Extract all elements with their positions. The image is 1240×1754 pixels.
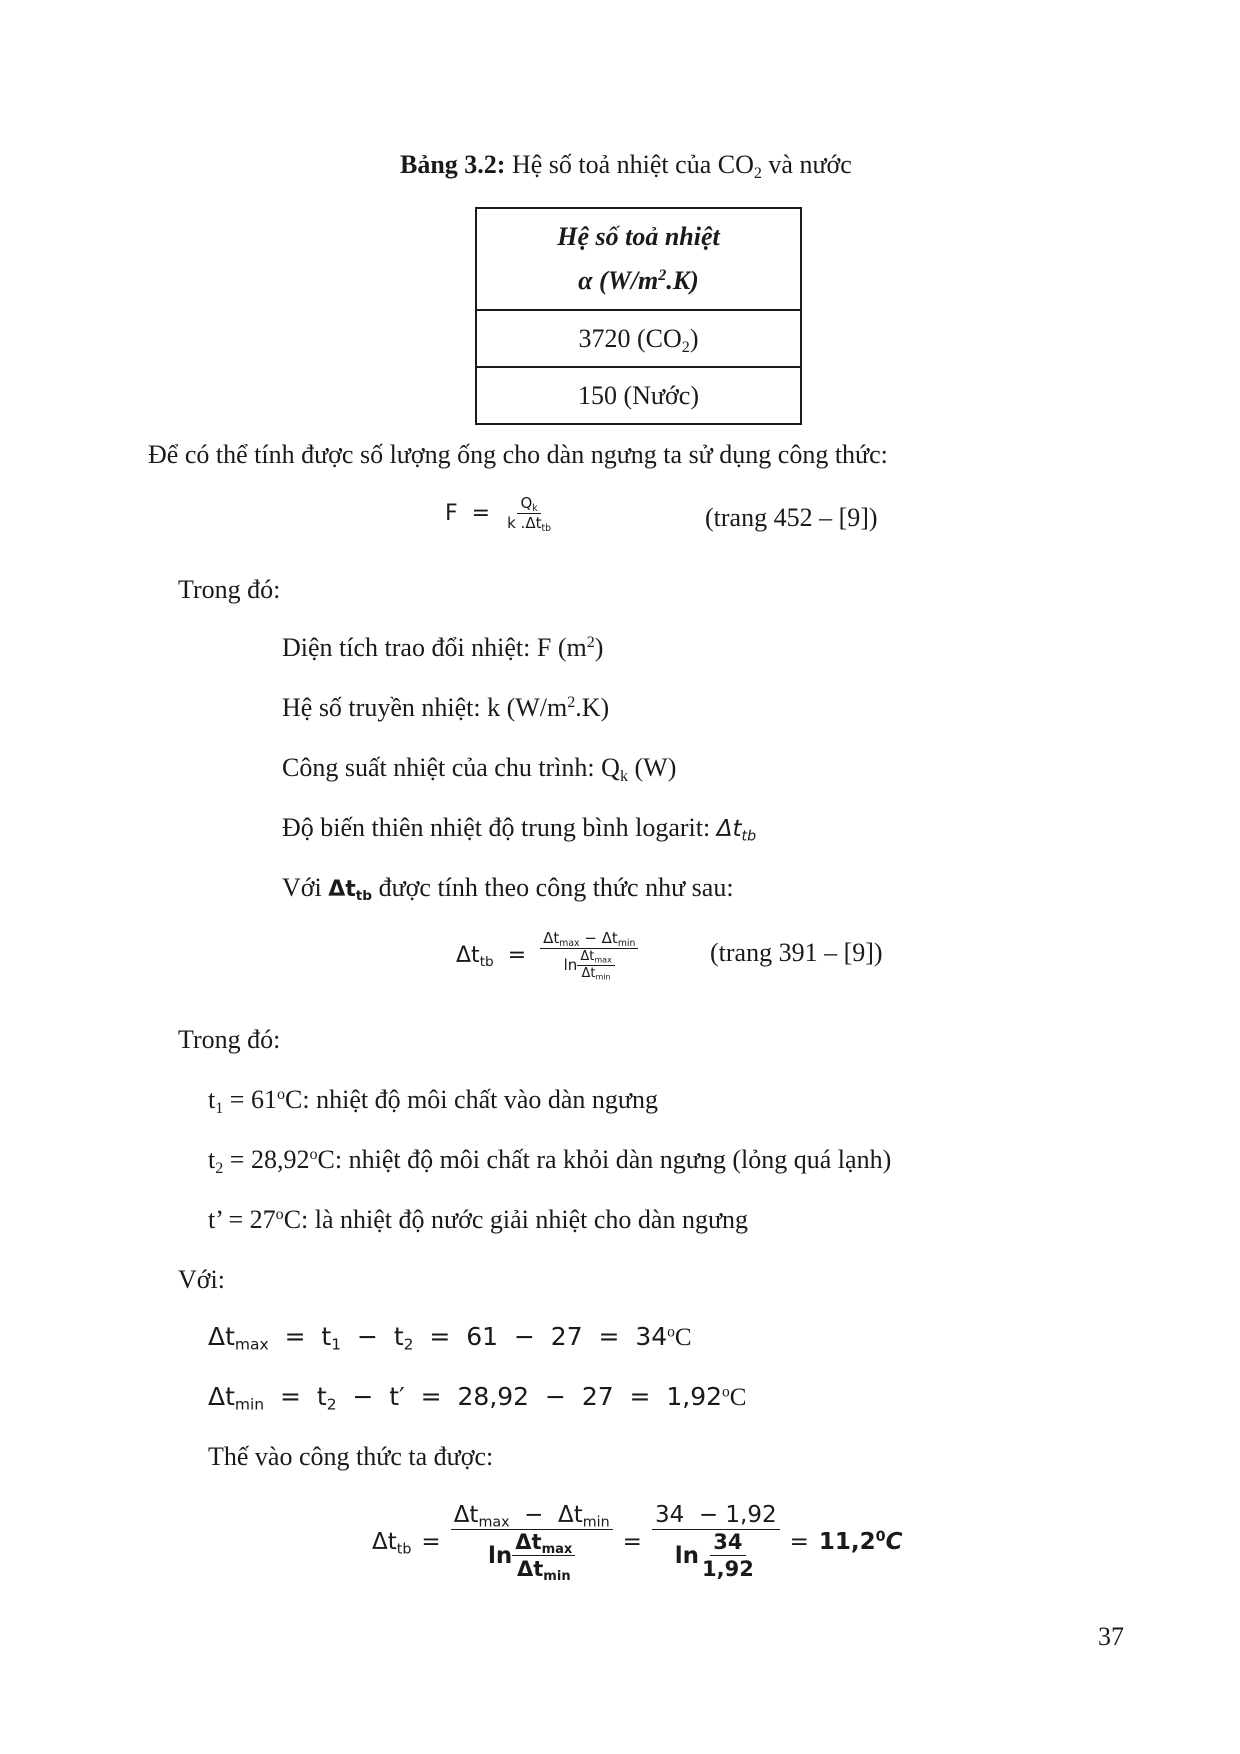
temp-water: t’ = $27^oC$: là nhiệt độ nước giải nhiệt cho dàn ngưng [208,1205,749,1234]
def-power: Công suất nhiệt của chu trình: $Q_k$ (W) [282,753,677,785]
substitute-line: Thế vào công thức ta được: [208,1442,494,1471]
heat-coefficient-table [475,207,802,425]
intro-paragraph: Để có thể tính được số lượng ống cho dàn ngưng ta sử dụng công thức: [148,440,888,469]
formula-area: F = $\frac{Q_k}{k .\Delta t_{tb}}$ [445,494,552,534]
caption-sub: 2 [753,164,762,182]
caption-tail: và nước [761,150,852,179]
temp-outlet: $t_2 = 28,92^oC$: nhiệt độ môi chất ra khỏi dàn ngưng (lỏng quá lạnh) [208,1145,892,1177]
table-cell-co2: 3720 $(CO_2)$ [476,310,801,367]
formula-area-ref: (trang 452 – [9]) [705,503,878,532]
table-caption [400,150,852,180]
with-dt-line: Với $\Delta t_{tb}$ được tính theo công thức như sau: [282,873,734,905]
final-equation: $\Delta t_{tb}$ = $\Delta t_{max} - \Delta t_{min}$ ln $\frac{\Delta t_{max}}{\Delta t_{min}}$ = 34 − 1,92 ln $\frac{34}{1,92}$ = 11,2$^0$C [372,1502,903,1585]
table-cell-water: 150 (Nước) [476,367,801,424]
formula-log-mean-ref: (trang 391 – [9]) [710,938,883,967]
header-line2: α $(W/m^2.K)$ [578,266,699,295]
formula-log-mean: $\Delta t_{tb}$ = $\Delta t_{max} - \Delta t_{min}$ ln $\frac{\Delta t_{max}}{\Delta t_{min}}$ [456,930,638,982]
caption-label: Bảng 3.2: [400,150,506,179]
caption-text: Hệ số toả nhiệt của CO [511,150,754,179]
equation-dt-min: $\Delta t_{min} = t_2 - t' = 28,92 - 27 = 1,92^oC$ [208,1382,747,1414]
page-number: 37 [1098,1622,1124,1651]
table-header-cell [476,208,801,310]
temp-inlet: $t_1 = 61^oC$: nhiệt độ môi chất vào dàn ngưng [208,1085,659,1117]
equation-dt-max: $\Delta t_{max} = t_1 - t_2 = 61 - 27 = 34^oC$ [208,1322,692,1354]
header-line1: Hệ số toả nhiệt [557,222,720,251]
table-row [476,367,801,424]
def-area: Diện tích trao đổi nhiệt: F $(m^2)$ [282,633,604,662]
where-label-1: Trong đó: [178,575,281,604]
def-log-mean: Độ biến thiên nhiệt độ trung bình logarit: $\Delta t_{tb}$ [282,813,757,845]
where-label-2: Trong đó: [178,1025,281,1054]
with-label: Với: [178,1265,225,1294]
table-row [476,310,801,367]
def-heat-transfer: Hệ số truyền nhiệt: k $(W/m^2.K)$ [282,693,610,722]
table-header-row [476,208,801,310]
